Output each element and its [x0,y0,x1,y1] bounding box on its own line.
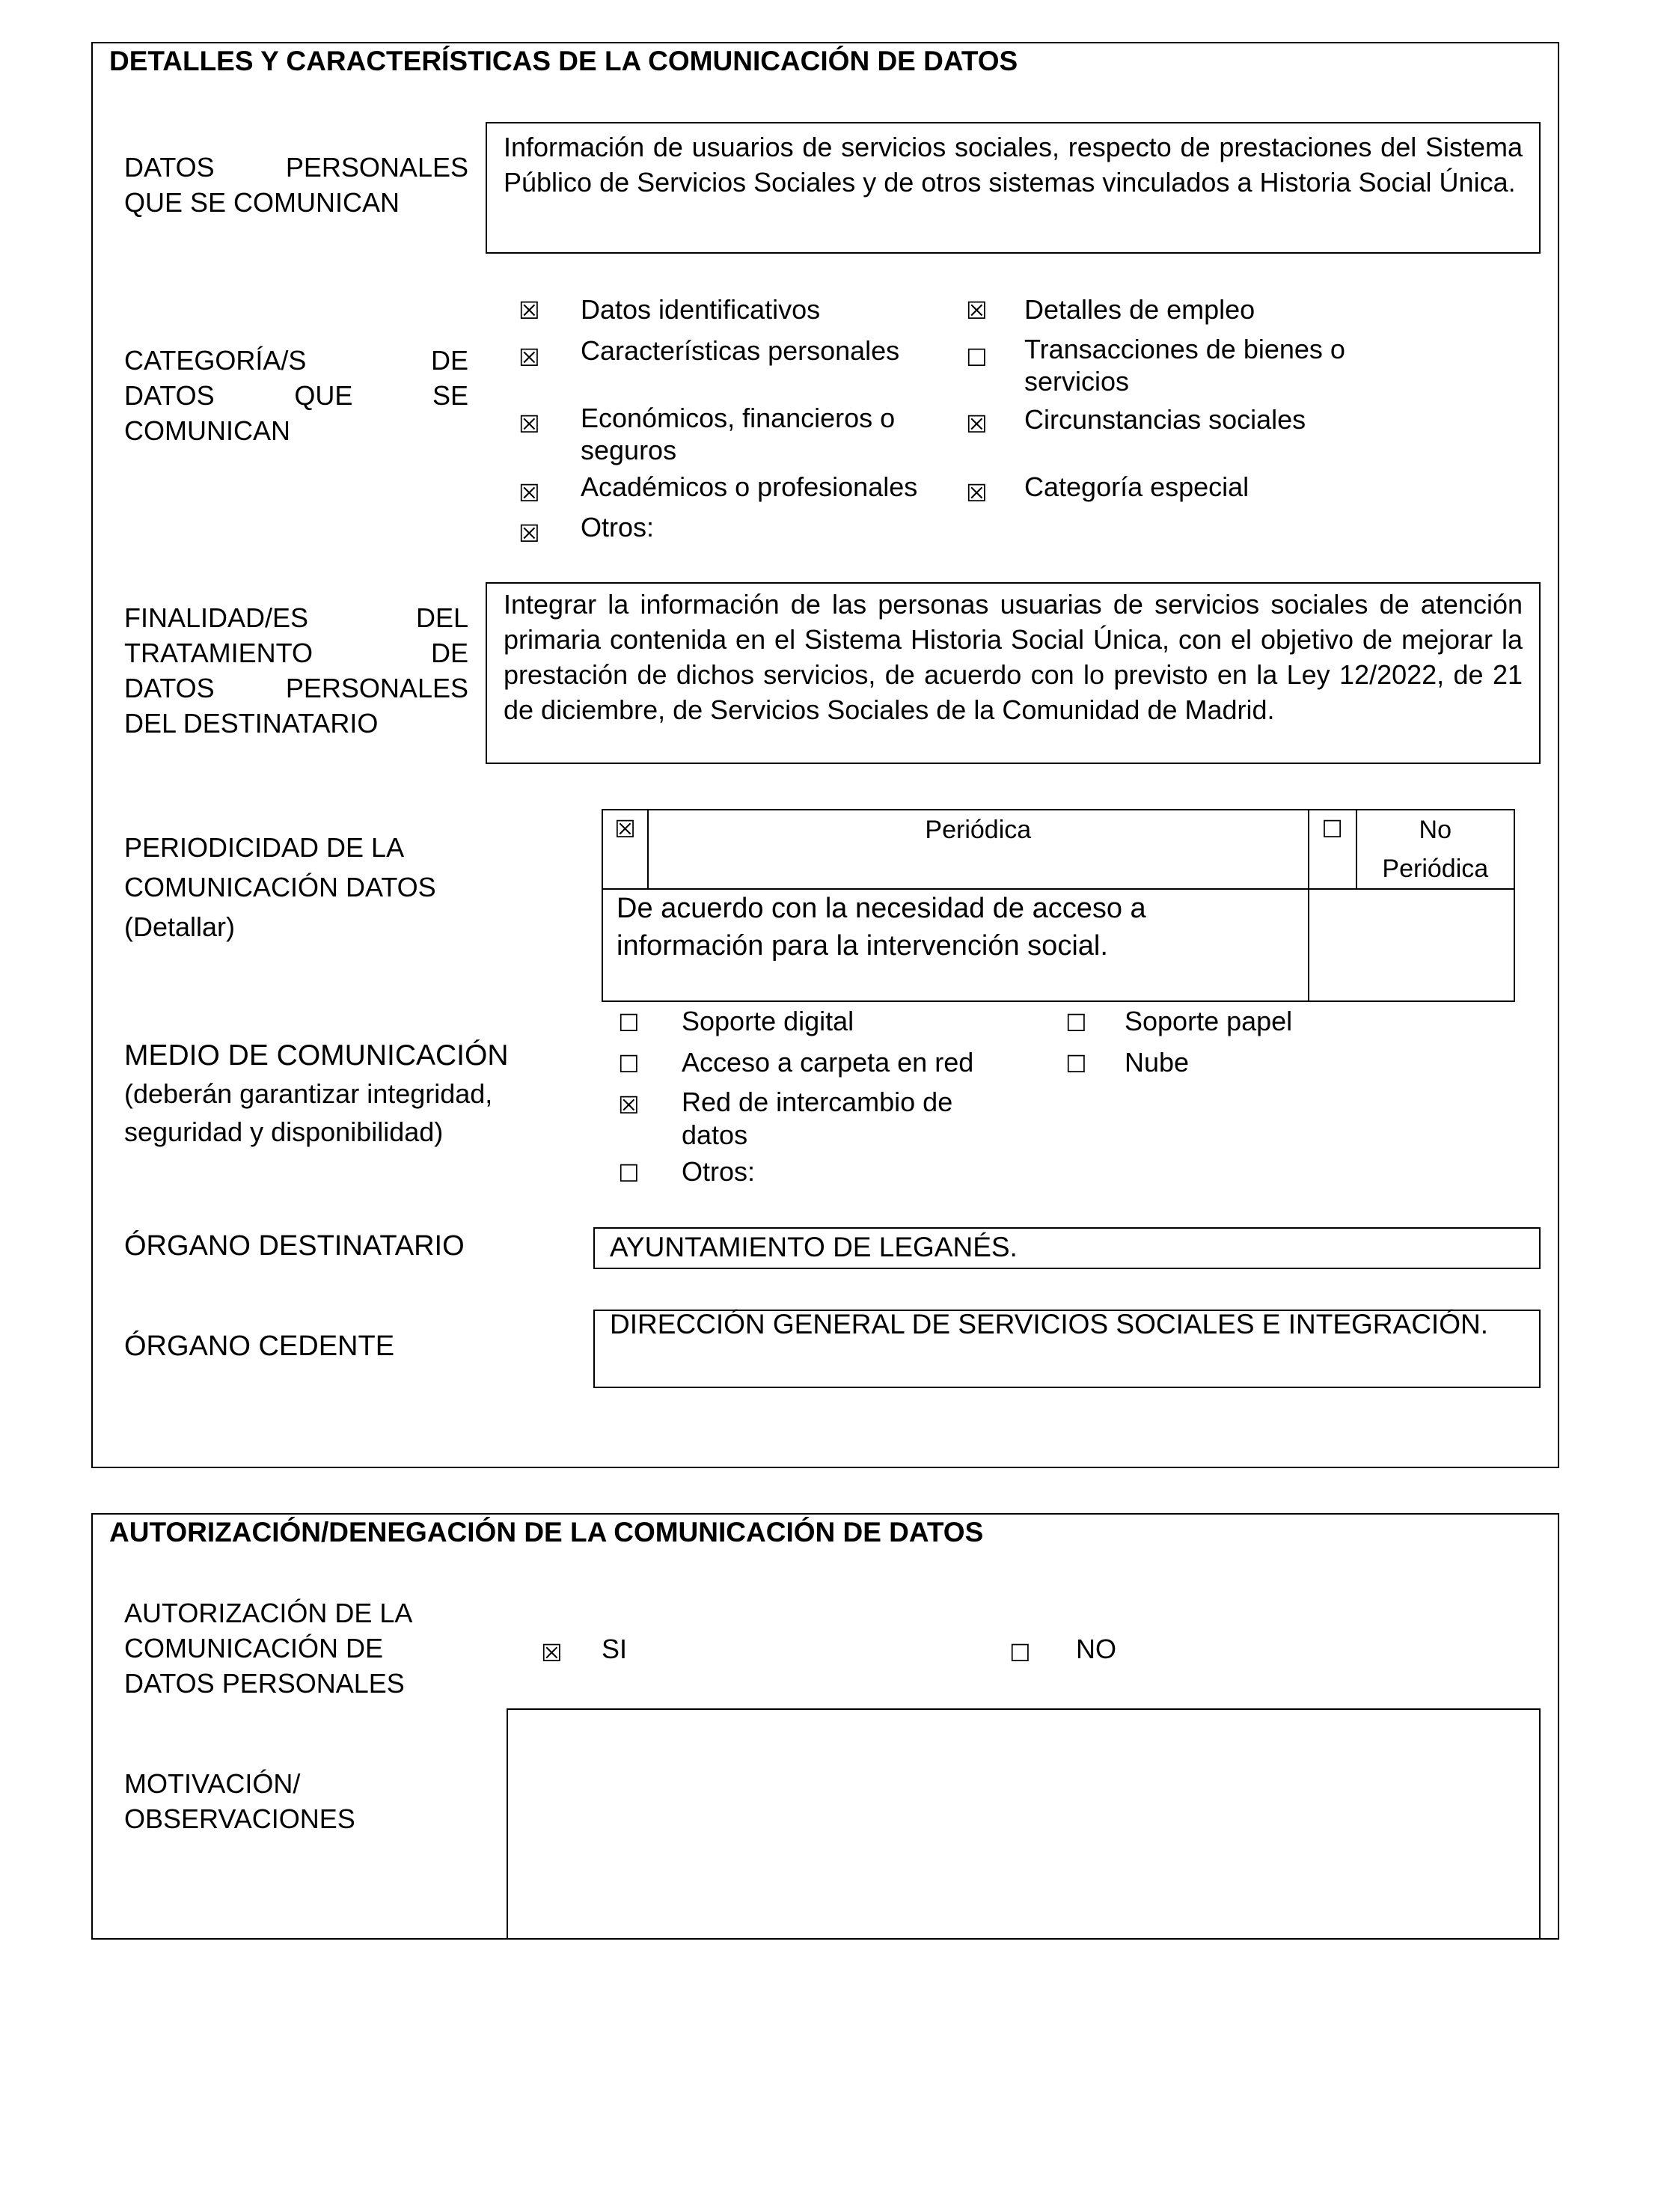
checkbox-no-periodica[interactable] [1309,810,1356,889]
autorizacion-label [124,1595,543,1701]
label-line: COMUNICACIÓN DATOS [124,872,436,902]
option-label: Circunstancias sociales [1024,404,1306,435]
motivacion-label [124,1766,468,1836]
checkbox-categoria-especial[interactable]: ☒ [966,479,988,507]
label-line: DATOS PERSONALES [124,1668,405,1699]
no-periodica-detail[interactable] [1309,889,1514,1001]
label-line: DEL DESTINATARIO [124,708,379,739]
details-section-title: DETALLES Y CARACTERÍSTICAS DE LA COMUNICACIÓN DE DATOS [109,46,1018,76]
checked-box-icon: ☒ [614,815,636,843]
periodicidad-table [602,809,1515,1002]
checkbox-nube[interactable]: ☐ [1065,1050,1087,1078]
option-label: Categoría especial [1024,471,1249,502]
si-label: SI [602,1634,628,1664]
organo-cedente-value: DIRECCIÓN GENERAL DE SERVICIOS SOCIALES E INTEGRACIÓN. [610,1309,1488,1339]
checkbox-soporte-papel[interactable]: ☐ [1065,1009,1087,1037]
label-line: FINALIDAD/ES DEL [124,602,468,633]
label-line: MOTIVACIÓN/ [124,1768,301,1799]
option-label: Nube [1125,1047,1190,1078]
datos-personales-value: Información de usuarios de servicios sociales, respecto de prestaciones del Sistema Público de Servicios Sociales y de otros sistemas vinculados a Historia Social Única. [504,132,1523,198]
checkbox-datos-identificativos[interactable]: ☒ [519,296,540,325]
periodica-detail[interactable]: De acuerdo con la necesidad de acceso a información para la intervención social. [602,889,1309,1001]
medio-label [124,1036,588,1151]
checkbox-red-intercambio[interactable]: ☒ [618,1091,640,1119]
organo-cedente-label: ÓRGANO CEDENTE [124,1330,395,1362]
option-label: Acceso a carpeta en red [682,1047,974,1078]
label-line: DATOS PERSONALES [124,673,468,703]
periodicidad-label [124,828,573,947]
periodica-label: Periódica [648,810,1309,889]
option-label: Transacciones de bienes o servicios [1024,334,1345,397]
checkbox-detalles-empleo[interactable]: ☒ [966,296,988,325]
label-line: MEDIO DE COMUNICACIÓN [124,1039,509,1072]
categorias-label [124,343,468,448]
label-line: (Detallar) [124,911,236,942]
motivacion-field[interactable] [507,1708,1541,1940]
no-label: NO [1076,1634,1116,1664]
checkbox-circunstancias-sociales[interactable]: ☒ [966,410,988,439]
label-line: (deberán garantizar integridad, [124,1078,493,1109]
option-label: Académicos o profesionales [581,471,918,502]
label-line: TRATAMIENTO DE [124,638,468,668]
option-label: Otros: [581,512,655,543]
label-line: DATOS QUE SE [124,380,468,411]
organo-destinatario-value: AYUNTAMIENTO DE LEGANÉS. [610,1232,1018,1262]
option-label: Detalles de empleo [1024,294,1255,325]
checkbox-transacciones[interactable]: ☐ [966,343,988,372]
organo-cedente-field[interactable] [593,1310,1541,1388]
checkbox-otros[interactable]: ☒ [519,519,540,548]
label-line: seguridad y disponibilidad) [124,1116,444,1147]
datos-personales-field[interactable] [486,122,1541,254]
label-line: OBSERVACIONES [124,1803,355,1834]
organo-destinatario-field[interactable] [593,1227,1541,1269]
checkbox-periodica[interactable] [602,810,648,889]
option-label: Red de intercambio de datos [682,1087,953,1150]
option-label: Datos identificativos [581,294,821,325]
checkbox-soporte-digital[interactable]: ☐ [618,1009,640,1037]
checkbox-no[interactable]: ☐ [1009,1639,1031,1667]
organo-destinatario-label: ÓRGANO DESTINATARIO [124,1230,465,1262]
option-label: Económicos, financieros o seguros [581,403,896,465]
label-line: COMUNICACIÓN DE [124,1633,384,1663]
label-line: AUTORIZACIÓN DE LA [124,1598,413,1628]
authorization-section-title: AUTORIZACIÓN/DENEGACIÓN DE LA COMUNICACIÓN DE DATOS [109,1517,984,1548]
datos-personales-label [124,150,468,220]
option-label: Características personales [581,335,900,366]
checkbox-otros-medio[interactable]: ☐ [618,1159,640,1188]
checkbox-economicos[interactable]: ☒ [519,410,540,439]
label-line: DATOS PERSONALES [124,152,468,183]
label-line: COMUNICAN [124,415,290,446]
label-line: QUE SE COMUNICAN [124,187,400,218]
empty-box-icon: ☐ [1321,815,1343,843]
finalidad-field[interactable] [486,582,1541,764]
checkbox-si[interactable]: ☒ [541,1639,563,1667]
label-line: CATEGORÍA/S DE [124,345,468,376]
motivacion-value [508,1710,1539,1722]
checkbox-academicos[interactable]: ☒ [519,479,540,507]
no-periodica-label: No Periódica [1356,810,1514,889]
checkbox-carpeta-red[interactable]: ☐ [618,1050,640,1078]
option-label: Otros: [682,1156,756,1187]
finalidad-value: Integrar la información de las personas usuarias de servicios sociales de atención primaria contenida en el Sistema Historia Social Única, con el objetivo de mejorar la prestación de dichos servicios, de acuerdo con lo previsto en la Ley 12/2022, de 21 de diciembre, de Servicios Sociales de la Comunidad de Madrid. [504,589,1523,725]
finalidad-label [124,600,468,741]
checkbox-caracteristicas-personales[interactable]: ☒ [519,343,540,372]
option-label: Soporte papel [1125,1006,1293,1036]
option-label: Soporte digital [682,1006,854,1036]
label-line: PERIODICIDAD DE LA [124,832,405,863]
